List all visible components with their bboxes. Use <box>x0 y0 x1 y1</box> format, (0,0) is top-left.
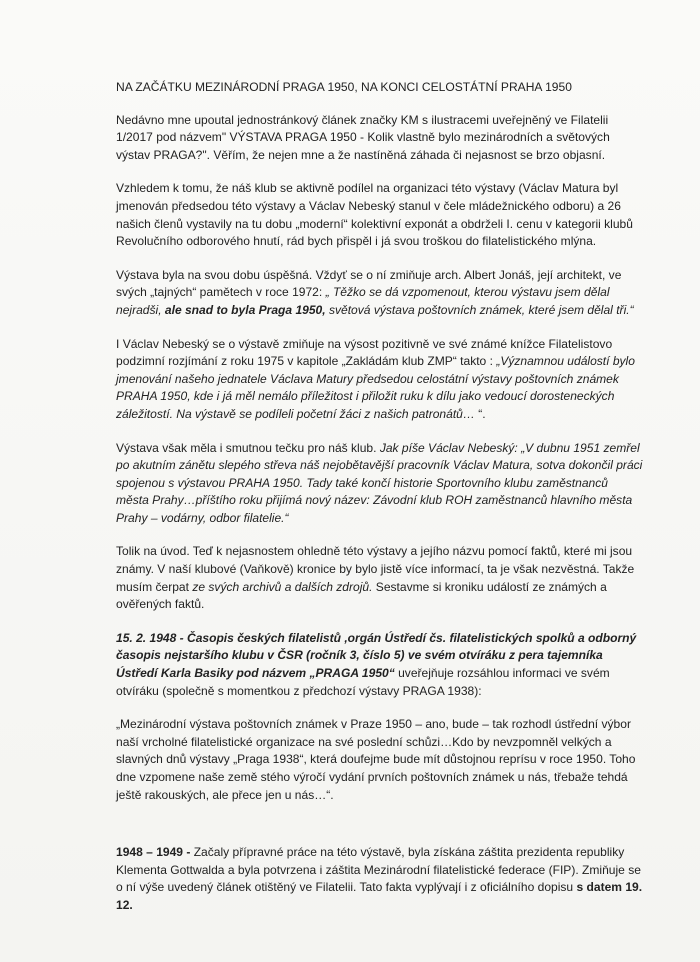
paragraph-facts-intro <box>116 543 644 613</box>
text-run-end: “. <box>474 406 486 421</box>
text-italic: ze svých archivů a dalších zdrojů. <box>192 579 373 594</box>
text-run: I Václav Nebeský se o výstavě zmiňuje na výsost pozitivně ve své známé knížce Filatelistovo podzimní rozjímání z roku 1975 v kapitole „Zakládám klub ZMP“ takto : <box>116 336 613 369</box>
paragraph-quote-basika: „Mezinárodní výstava poštovních známek v Praze 1950 – ano, bude – tak rozhodl ústřední výbor naší vrcholné filatelistické organizace na své poslední schůzi…Kdo by nevzpomněl velkých a slavných dnů výstavy „Praga 1938“, která doufejme bude mít důstojnou reprísu v roce 1950. Toho dne vzpomene naše země stého výročí vydání prvních poštovních známek u nás, třebaže tehdá ještě rakouských, ale přece jen u nás…“. <box>116 717 636 802</box>
paragraph-intro: Nedávno mne upoutal jednostránkový článek značky KM s ilustracemi uveřejněný ve Filatelii 1/2017 pod názvem" VÝSTAVA PRAGA 1950 - Kolik vlastně bylo mezinárodních a světových výstav PRAGA?". Věřím, že nejen mne a že nastíněná záhada či nejasnost se brzo objasní. <box>116 112 610 162</box>
text-run: Začaly přípravné práce na této výstavě, byla získána záštita prezidenta republiky Klementa Gottwalda a byla potvrzena i záštita Mezinárodní filatelistické federace (FIP). Zmiňuje se o ní výše uvedený článek otištěný ve Filatelii. Tato fakta vyplývají i z oficiálního dopisu <box>116 845 641 895</box>
quote-bold-italic: ale snad to byla Praga 1950, <box>164 302 326 317</box>
text-run: Výstava byla na svou dobu úspěšná. Vždyť se o ní zmiňuje arch. Albert Jonáš, její architekt, ve svých „tajných“ pamětech v roce 1972: <box>116 267 622 300</box>
paragraph-1948-journal <box>116 630 644 700</box>
entry-heading-bold: 1948 – 1949 - <box>116 845 194 860</box>
text-run: Výstava však měla i smutnou tečku pro náš klub. <box>116 440 380 455</box>
entry-heading-bold-italic: 15. 2. 1948 - Časopis českých filatelistů ,orgán Ústředí čs. filatelistických spolků a odborný časopis nejstaršího klubu v ČSR (ročník 3, číslo 5) ve svém otvíráku z pera tajemníka Ústředí Karla Basiky pod názvem „PRAGA 1950“ <box>116 630 637 681</box>
quote-italic: „Významnou událostí bylo jmenování našeho jednatele Václava Matury předsedou celostátní výstavy poštovních známek PRAHA 1950, kde i já měl nemálo příležitost i přiložit ruku k dílu jako vedoucí dorosteneckých záležitostí. Na výstavě se podíleli početní žáci z našich patronátů… <box>116 354 635 421</box>
paragraph-nebesky-book <box>116 336 644 424</box>
text-run: uveřejňuje rozsáhlou informaci ve svém otvíráku (společně s momentkou z předchozí výstavy PRAGA 1938): <box>116 666 610 698</box>
paragraph-club-involvement: Vzhledem k tomu, že náš klub se aktivně podílel na organizaci této výstavy (Václav Matura byl jmenován předsedou této výstavy a Václav Nebeský stanul v čele mládežnického odboru) a 26 našich členů vystavily na tu dobu „moderní“ kolektivní exponát a obdrželi I. cenu v kategorii klubů Revolučního odborového hnutí, rád bych přispěl i já svou troškou do filatelistického mlýna. <box>116 181 633 249</box>
text-run: Tolik na úvod. Teď k nejasnostem ohledně této výstavy a jejího názvu pomocí faktů, které mi jsou známy. V naší klubové (Vaňkově) kronice by bylo jistě více informací, ta je však nezvěstná. Takže musím čerpat <box>116 544 635 594</box>
document-title: NA ZAČÁTKU MEZINÁRODNÍ PRAGA 1950, NA KONCI CELOSTÁTNÍ PRAHA 1950 <box>116 80 572 94</box>
paragraph-sad-ending <box>116 440 644 528</box>
paragraph-1948-1949 <box>116 844 644 914</box>
paragraph-jonas-memoir <box>116 267 644 320</box>
quote-italic-end: světová výstava poštovních známek, které jsem dělal tři.“ <box>325 302 634 317</box>
date-bold: s datem 19. 12. <box>116 880 643 912</box>
document-body <box>116 79 644 915</box>
quote-italic: Jak píše Václav Nebeský: „V dubnu 1951 zemřel po akutním zánětu slepého střeva náš nejobětavější pracovník Václav Matura, sotva dokončil práci spojenou s výstavou PRAHA 1950. Tady také končí historie Sportovního klubu zaměstnanců města Prahy…příštího roku přijímá nový název: Závodní klub ROH zaměstnanců hlavního města Prahy – vodárny, odbor filatelie.“ <box>116 440 643 525</box>
spacer <box>116 818 644 844</box>
quote-italic: „ Těžko se dá vzpomenout, kterou výstavu jsem dělal nejradši, <box>116 285 610 317</box>
text-run-end: Sestavme si kroniku událostí ze známých a ověřených faktů. <box>116 579 607 612</box>
